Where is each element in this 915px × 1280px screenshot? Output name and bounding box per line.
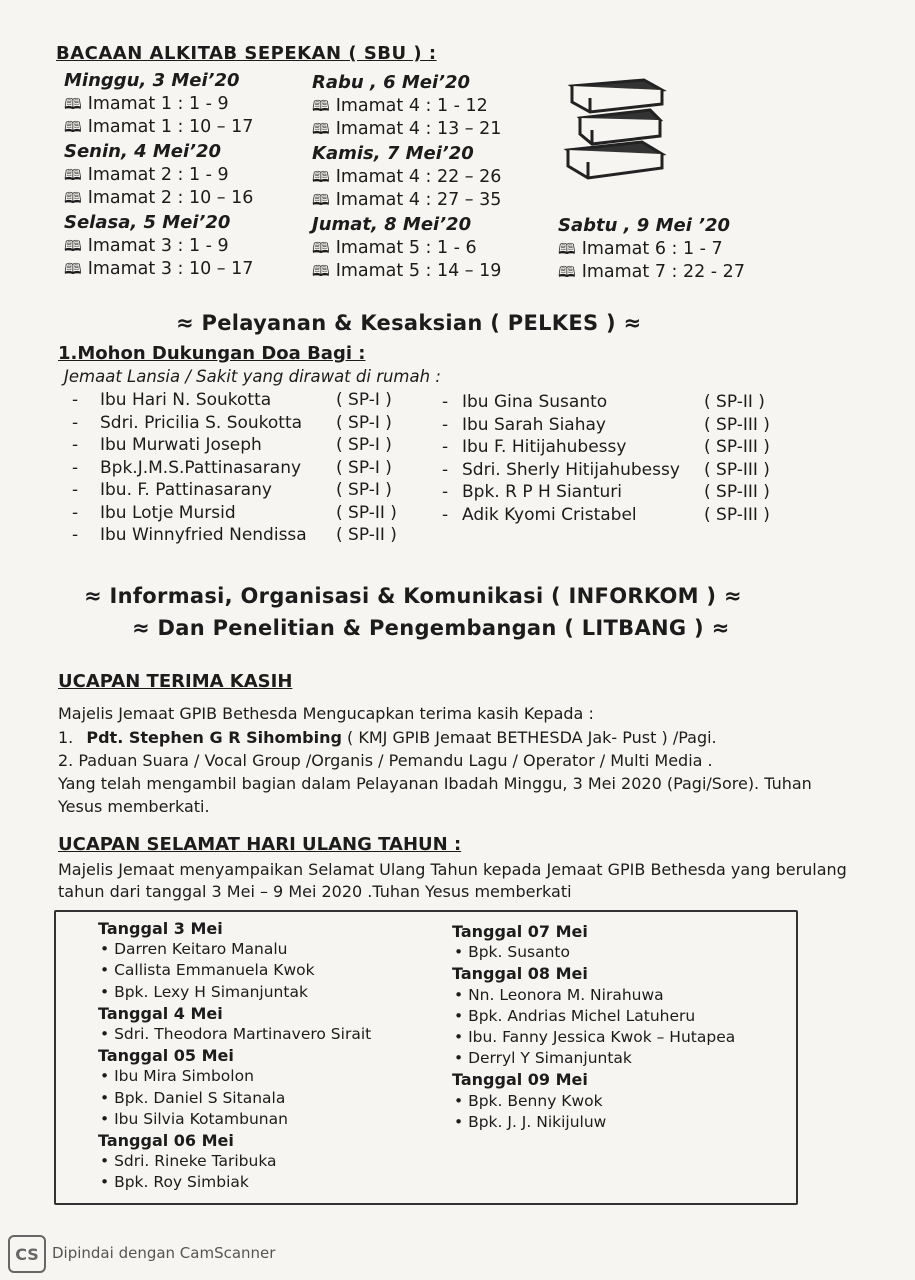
sbu-reading bbox=[64, 188, 253, 213]
sbu-reading-text: Imamat 2 : 1 - 9 bbox=[87, 165, 229, 185]
prayer-sp: ( SP-I ) bbox=[336, 480, 392, 500]
prayer-dash: - bbox=[72, 435, 79, 455]
sbu-reading bbox=[64, 236, 229, 261]
sbu-day-label: Rabu , 6 Mei’20 bbox=[312, 72, 471, 93]
sbu-reading bbox=[312, 167, 501, 192]
sbu-reading bbox=[64, 94, 229, 119]
book-icon: 🕮 bbox=[64, 118, 82, 136]
book-icon: 🕮 bbox=[64, 237, 82, 255]
thanks-item-1-number: 1. bbox=[58, 728, 74, 747]
sbu-day-label: Selasa, 5 Mei’20 bbox=[64, 212, 231, 233]
birthday-date: Tanggal 3 Mei bbox=[98, 919, 223, 938]
book-icon: 🕮 bbox=[312, 262, 330, 280]
birthday-name: • Sdri. Rineke Taribuka bbox=[100, 1152, 277, 1171]
sbu-day-label: Minggu, 3 Mei’20 bbox=[64, 70, 240, 91]
prayer-sp: ( SP-III ) bbox=[704, 437, 770, 457]
prayer-name: Ibu Gina Susanto bbox=[462, 392, 608, 412]
prayer-sp: ( SP-III ) bbox=[704, 482, 770, 502]
pelkes-title: ≈ Pelayanan & Kesaksian ( PELKES ) ≈ bbox=[176, 311, 642, 335]
prayer-dash: - bbox=[442, 482, 449, 502]
prayer-sp: ( SP-III ) bbox=[704, 414, 770, 435]
birthday-name: • Callista Emmanuela Kwok bbox=[100, 961, 315, 980]
birthday-name: • Ibu Silvia Kotambunan bbox=[100, 1109, 288, 1128]
birthday-name: • Sdri. Theodora Martinavero Sirait bbox=[100, 1025, 372, 1043]
book-icon: 🕮 bbox=[64, 260, 82, 278]
sbu-reading bbox=[64, 259, 253, 284]
birthday-date: Tanggal 09 Mei bbox=[452, 1070, 588, 1090]
sbu-reading-text: Imamat 7 : 22 - 27 bbox=[581, 262, 745, 282]
birthday-name: • Ibu. Fanny Jessica Kwok – Hutapea bbox=[454, 1028, 736, 1046]
sbu-reading-text: Imamat 4 : 27 – 35 bbox=[335, 190, 502, 210]
prayer-name: Ibu Murwati Joseph bbox=[100, 435, 262, 455]
sbu-reading-text: Imamat 1 : 1 - 9 bbox=[87, 94, 229, 114]
sbu-reading-text: Imamat 4 : 22 – 26 bbox=[335, 167, 502, 187]
birthday-name: • Bpk. Andrias Michel Latuheru bbox=[454, 1006, 696, 1025]
sbu-reading-text: Imamat 4 : 1 - 12 bbox=[335, 96, 488, 116]
books-illustration bbox=[562, 74, 670, 186]
birthday-name: • Derryl Y Simanjuntak bbox=[454, 1049, 632, 1068]
thanks-item-1-rest: ( KMJ GPIB Jemaat BETHESDA Jak- Pust ) /Pagi. bbox=[341, 728, 717, 747]
birthday-date: Tanggal 07 Mei bbox=[452, 922, 588, 941]
prayer-name: Ibu Sarah Siahay bbox=[462, 414, 606, 435]
prayer-name: Bpk. R P H Sianturi bbox=[462, 482, 623, 502]
thanks-item-1 bbox=[58, 726, 717, 749]
book-icon: 🕮 bbox=[64, 166, 82, 184]
birthday-name: • Bpk. Daniel S Sitanala bbox=[100, 1088, 286, 1107]
sbu-reading-text: Imamat 5 : 1 - 6 bbox=[335, 238, 477, 258]
thanks-closing-2: Yesus memberkati. bbox=[58, 797, 210, 816]
sbu-day-label: Sabtu , 9 Mei ’20 bbox=[558, 215, 731, 236]
sbu-reading-text: Imamat 3 : 1 - 9 bbox=[87, 236, 229, 256]
birthday-date: Tanggal 05 Mei bbox=[98, 1046, 234, 1066]
book-icon: 🕮 bbox=[312, 191, 330, 209]
birthday-name: • Bpk. Roy Simbiak bbox=[100, 1173, 249, 1192]
birthday-name: • Ibu Mira Simbolon bbox=[100, 1067, 254, 1086]
book-icon: 🕮 bbox=[312, 168, 330, 186]
prayer-sp: ( SP-II ) bbox=[704, 392, 765, 412]
birthday-date: Tanggal 08 Mei bbox=[452, 964, 588, 984]
sbu-reading bbox=[64, 165, 229, 190]
sbu-reading bbox=[312, 96, 488, 121]
prayer-sp: ( SP-II ) bbox=[336, 502, 397, 523]
sbu-reading bbox=[312, 261, 501, 286]
sbu-reading-text: Imamat 2 : 10 – 16 bbox=[87, 188, 254, 208]
prayer-dash: - bbox=[442, 414, 449, 435]
birthday-intro-2: tahun dari tanggal 3 Mei – 9 Mei 2020 .Tuhan Yesus memberkati bbox=[58, 882, 572, 901]
prayer-sp: ( SP-I ) bbox=[336, 390, 392, 410]
birthday-name: • Bpk. Susanto bbox=[454, 943, 570, 962]
prayer-sp: ( SP-I ) bbox=[336, 435, 392, 455]
prayer-sp: ( SP-II ) bbox=[336, 525, 397, 545]
book-icon: 🕮 bbox=[558, 240, 576, 258]
prayer-group-label: Jemaat Lansia / Sakit yang dirawat di rumah : bbox=[64, 367, 441, 386]
prayer-name: Sdri. Pricilia S. Soukotta bbox=[100, 412, 303, 433]
prayer-dash: - bbox=[72, 502, 79, 523]
birthday-name: • Darren Keitaro Manalu bbox=[100, 940, 288, 959]
book-icon: 🕮 bbox=[312, 120, 330, 138]
prayer-name: Ibu. F. Pattinasarany bbox=[100, 480, 272, 500]
thanks-closing-1: Yang telah mengambil bagian dalam Pelayanan Ibadah Minggu, 3 Mei 2020 (Pagi/Sore). Tuhan bbox=[58, 774, 812, 793]
prayer-name: Sdri. Sherly Hitijahubessy bbox=[462, 459, 680, 480]
prayer-sp: ( SP-I ) bbox=[336, 412, 392, 433]
sbu-reading-text: Imamat 5 : 14 – 19 bbox=[335, 261, 502, 281]
prayer-dash: - bbox=[442, 392, 449, 412]
book-icon: 🕮 bbox=[312, 97, 330, 115]
sbu-reading bbox=[558, 239, 723, 264]
sbu-reading bbox=[312, 190, 501, 215]
sbu-reading bbox=[312, 119, 501, 144]
prayer-dash: - bbox=[72, 457, 79, 478]
sbu-day-label: Kamis, 7 Mei’20 bbox=[312, 143, 474, 164]
prayer-dash: - bbox=[72, 525, 79, 545]
sbu-reading bbox=[312, 238, 477, 263]
prayer-subtitle: 1.Mohon Dukungan Doa Bagi : bbox=[58, 343, 366, 364]
prayer-name: Ibu Winnyfried Nendissa bbox=[100, 525, 307, 545]
thanks-intro: Majelis Jemaat GPIB Bethesda Mengucapkan terima kasih Kepada : bbox=[58, 704, 594, 723]
birthday-name: • Bpk. J. J. Nikijuluw bbox=[454, 1112, 607, 1131]
sbu-reading-text: Imamat 3 : 10 – 17 bbox=[87, 259, 254, 279]
prayer-name: Adik Kyomi Cristabel bbox=[462, 504, 637, 525]
sbu-reading bbox=[558, 262, 745, 287]
prayer-name: Bpk.J.M.S.Pattinasarany bbox=[100, 457, 302, 478]
sbu-reading-text: Imamat 1 : 10 – 17 bbox=[87, 117, 254, 137]
prayer-dash: - bbox=[442, 437, 449, 457]
sbu-title: BACAAN ALKITAB SEPEKAN ( SBU ) : bbox=[56, 43, 437, 64]
inforkom-title: ≈ Informasi, Organisasi & Komunikasi ( INFORKOM ) ≈ bbox=[84, 584, 742, 608]
book-icon: 🕮 bbox=[312, 239, 330, 257]
prayer-sp: ( SP-I ) bbox=[336, 457, 392, 478]
prayer-sp: ( SP-III ) bbox=[704, 504, 770, 525]
sbu-day-label: Senin, 4 Mei’20 bbox=[64, 141, 222, 162]
birthday-title: UCAPAN SELAMAT HARI ULANG TAHUN : bbox=[58, 834, 462, 855]
birthday-intro-1: Majelis Jemaat menyampaikan Selamat Ulang Tahun kepada Jemaat GPIB Bethesda yang berulang bbox=[58, 860, 847, 879]
book-icon: 🕮 bbox=[558, 263, 576, 281]
prayer-dash: - bbox=[72, 480, 79, 500]
scanner-watermark: Dipindai dengan CamScanner bbox=[52, 1244, 276, 1262]
sbu-reading-text: Imamat 4 : 13 – 21 bbox=[335, 119, 502, 139]
prayer-dash: - bbox=[72, 390, 79, 410]
thanks-title: UCAPAN TERIMA KASIH bbox=[58, 671, 293, 692]
prayer-dash: - bbox=[442, 504, 449, 525]
prayer-name: Ibu Hari N. Soukotta bbox=[100, 390, 272, 410]
prayer-name: Ibu Lotje Mursid bbox=[100, 502, 236, 523]
birthday-name: • Nn. Leonora M. Nirahuwa bbox=[454, 985, 664, 1004]
birthday-date: Tanggal 06 Mei bbox=[98, 1131, 234, 1150]
book-icon: 🕮 bbox=[64, 189, 82, 207]
book-icon: 🕮 bbox=[64, 95, 82, 113]
sbu-reading-text: Imamat 6 : 1 - 7 bbox=[581, 239, 723, 259]
camscanner-logo: CS bbox=[8, 1235, 46, 1273]
prayer-dash: - bbox=[72, 412, 79, 433]
birthday-name: • Bpk. Benny Kwok bbox=[454, 1091, 603, 1110]
prayer-dash: - bbox=[442, 459, 449, 480]
prayer-name: Ibu F. Hitijahubessy bbox=[462, 437, 627, 457]
prayer-sp: ( SP-III ) bbox=[704, 459, 770, 480]
birthday-date: Tanggal 4 Mei bbox=[98, 1003, 223, 1023]
birthday-name: • Bpk. Lexy H Simanjuntak bbox=[100, 982, 308, 1001]
litbang-title: ≈ Dan Penelitian & Pengembangan ( LITBANG ) ≈ bbox=[132, 616, 730, 640]
sbu-reading bbox=[64, 117, 253, 142]
thanks-item-2: 2. Paduan Suara / Vocal Group /Organis / Pemandu Lagu / Operator / Multi Media . bbox=[58, 751, 713, 770]
sbu-day-label: Jumat, 8 Mei’20 bbox=[312, 214, 472, 235]
thanks-item-1-name: Pdt. Stephen G R Sihombing bbox=[86, 728, 342, 747]
